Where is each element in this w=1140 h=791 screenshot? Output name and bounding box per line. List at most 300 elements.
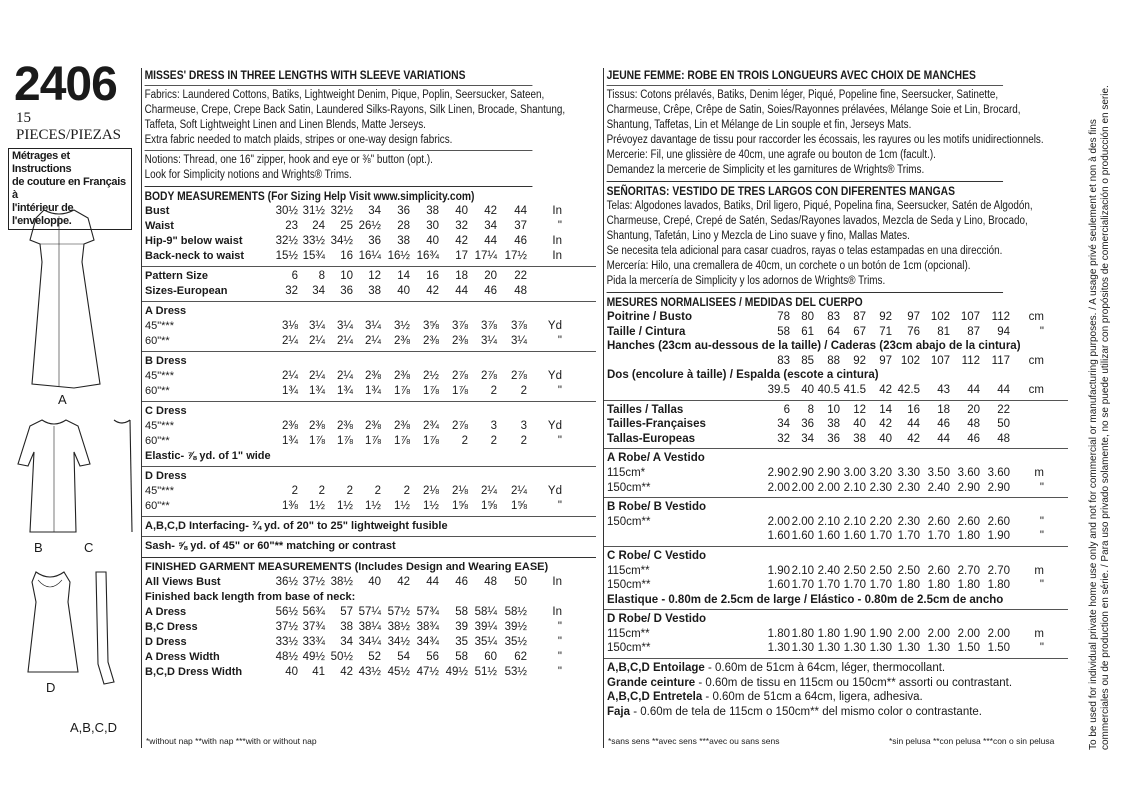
value-cell: 3¼ bbox=[481, 335, 497, 347]
value-cell: 34½ bbox=[330, 235, 353, 247]
value-cell: 2.40 bbox=[927, 481, 950, 494]
value-cell: 1¾ bbox=[282, 435, 298, 447]
value-cell: 2¼ bbox=[337, 335, 353, 347]
es-telas-line: Telas: Algodones lavados, Batiks, Dril ligero, Piqué, Popelina fina, Seersucker, Satén de Algodón, bbox=[606, 200, 1033, 212]
value-cell: 48 bbox=[997, 432, 1010, 445]
value-cell: 2.00 bbox=[957, 627, 980, 640]
value-cell: 32 bbox=[285, 285, 298, 297]
unit-cell: " bbox=[557, 335, 562, 347]
mesure-row bbox=[604, 325, 1068, 340]
value-cell: 48 bbox=[967, 418, 980, 431]
value-cell: 1½ bbox=[365, 500, 381, 512]
value-cell: 92 bbox=[879, 311, 892, 323]
value-cell: 1⅝ bbox=[511, 500, 527, 512]
metrage-line: l'enveloppe. bbox=[12, 215, 72, 227]
value-cell: 60 bbox=[484, 651, 497, 663]
bottom-note bbox=[604, 661, 1068, 676]
value-cell: 78 bbox=[777, 311, 790, 323]
yardage-title: D Dress bbox=[145, 470, 187, 482]
value-cell: 49½ bbox=[302, 651, 325, 663]
value-cell: 1.30 bbox=[927, 642, 950, 655]
value-cell: 102 bbox=[930, 311, 950, 323]
row-label: Back-neck to waist bbox=[145, 250, 245, 262]
value-cell: 41.5 bbox=[843, 383, 866, 396]
bottom-note bbox=[604, 690, 1068, 705]
row-label: Bust bbox=[145, 205, 170, 217]
value-cell: 1½ bbox=[337, 500, 353, 512]
row-label: 45"*** bbox=[145, 485, 174, 497]
finished-row bbox=[142, 635, 596, 650]
value-cell: 112 bbox=[961, 354, 980, 367]
view-sketches bbox=[14, 202, 134, 742]
unit-cell: In bbox=[552, 606, 562, 618]
value-cell: 58 bbox=[777, 325, 790, 338]
value-cell: 3½ bbox=[394, 320, 410, 332]
finished-row bbox=[142, 620, 596, 635]
dress-a-sketch bbox=[30, 210, 100, 388]
unit-cell: m bbox=[1034, 627, 1044, 640]
value-cell: 8 bbox=[318, 270, 325, 282]
unit-cell: " bbox=[557, 435, 562, 447]
value-cell: 34½ bbox=[387, 636, 410, 648]
view-label-c: C bbox=[84, 540, 94, 555]
value-cell: 1⅞ bbox=[452, 385, 468, 397]
value-cell: 2.10 bbox=[817, 515, 840, 528]
value-cell: 50 bbox=[997, 418, 1010, 431]
finished-row bbox=[142, 665, 596, 680]
value-cell: 38¾ bbox=[416, 621, 439, 633]
value-cell: 1.60 bbox=[791, 530, 814, 543]
view-label-abcd: A,B,C,D bbox=[70, 720, 117, 735]
value-cell: 2.90 bbox=[957, 481, 980, 494]
value-cell: 2½ bbox=[423, 370, 439, 382]
unit-cell: " bbox=[1039, 579, 1044, 592]
value-cell: 3.60 bbox=[987, 466, 1010, 479]
row-label: 150cm** bbox=[607, 481, 651, 494]
value-cell: 1.70 bbox=[869, 579, 892, 592]
value-cell: 87 bbox=[967, 325, 980, 338]
value-cell: 2⅞ bbox=[452, 420, 468, 432]
value-cell: 56¾ bbox=[302, 606, 325, 618]
value-cell: 2⅜ bbox=[394, 370, 410, 382]
value-cell: 1⅜ bbox=[282, 500, 298, 512]
metrage-line: de couture en Français à bbox=[12, 176, 126, 201]
hanches-row bbox=[604, 354, 1068, 369]
unit-cell: m bbox=[1034, 466, 1044, 479]
row-label: D Dress bbox=[145, 636, 187, 648]
value-cell: 2¼ bbox=[481, 485, 497, 497]
french-spanish-column bbox=[603, 68, 1068, 748]
unit-cell: " bbox=[557, 636, 562, 648]
en-title: MISSES' DRESS IN THREE LENGTHS WITH SLEEVE VARIATIONS bbox=[144, 68, 466, 82]
value-cell: 14 bbox=[397, 270, 410, 282]
value-cell: 2.10 bbox=[843, 515, 866, 528]
value-cell: 36 bbox=[801, 418, 814, 431]
view-label-a: A bbox=[58, 392, 67, 407]
value-cell: 2.90 bbox=[987, 481, 1010, 494]
row-label: 115cm* bbox=[607, 466, 646, 479]
value-cell: 38 bbox=[827, 418, 840, 431]
value-cell: 3 bbox=[490, 420, 497, 432]
value-cell: 43½ bbox=[358, 666, 381, 678]
value-cell: 3⅞ bbox=[511, 320, 527, 332]
row-label: Sizes-European bbox=[145, 285, 228, 297]
fr-footnote-left: *sans sens **avec sens ***avec ou sans sens bbox=[608, 736, 780, 746]
value-cell: 56½ bbox=[275, 606, 298, 618]
value-cell: 39½ bbox=[504, 621, 527, 633]
value-cell: 61 bbox=[801, 325, 814, 338]
value-cell: 39.5 bbox=[767, 383, 790, 396]
value-cell: 1.80 bbox=[767, 627, 790, 640]
value-cell: 2¾ bbox=[423, 420, 439, 432]
en-notions-line: Look for Simplicity notions and Wrights® Trims. bbox=[144, 169, 352, 181]
metrage-extra: Elastique - 0.80m de 2.5cm de large / Elástico - 0.80m de 2.5cm de ancho bbox=[607, 593, 1004, 606]
fr-title: JEUNE FEMME: ROBE EN TROIS LONGUEURS AVEC CHOIX DE MANCHES bbox=[606, 68, 976, 82]
value-cell: 57¼ bbox=[358, 606, 381, 618]
mesure-row bbox=[604, 310, 1068, 325]
unit-cell: In bbox=[552, 250, 562, 262]
en-notions-line: Notions: Thread, one 16" zipper, hook and eye or ⅜" button (opt.). bbox=[144, 154, 433, 166]
metrage-line: Métrages et Instructions bbox=[12, 150, 72, 175]
unit-cell: " bbox=[1039, 481, 1044, 494]
value-cell: 107 bbox=[930, 354, 950, 367]
en-header-section bbox=[142, 68, 566, 204]
value-cell: 40 bbox=[879, 432, 892, 445]
value-cell: 1.30 bbox=[843, 642, 866, 655]
value-cell: 34 bbox=[312, 285, 325, 297]
finished-row bbox=[142, 650, 596, 665]
value-cell: 2¼ bbox=[511, 485, 527, 497]
value-cell: 83 bbox=[777, 354, 790, 367]
value-cell: 52 bbox=[368, 651, 381, 663]
value-cell: 44 bbox=[997, 383, 1010, 396]
value-cell: 1.80 bbox=[957, 579, 980, 592]
value-cell: 38 bbox=[340, 621, 353, 633]
divider bbox=[142, 466, 596, 467]
value-cell: 2.10 bbox=[791, 564, 814, 577]
value-cell: 2⅜ bbox=[452, 335, 468, 347]
value-cell: 2 bbox=[374, 485, 381, 497]
fr-tissus-line: Mercerie: Fil, une glissière de 40cm, une agrafe ou bouton de 1cm (facult.). bbox=[606, 149, 936, 161]
value-cell: 2.00 bbox=[767, 481, 790, 494]
unit-cell: In bbox=[552, 205, 562, 217]
value-cell: 45½ bbox=[387, 666, 410, 678]
value-cell: 44 bbox=[426, 576, 439, 588]
value-cell: 12 bbox=[853, 403, 866, 416]
value-cell: 2.50 bbox=[869, 564, 892, 577]
value-cell: 22 bbox=[514, 270, 527, 282]
value-cell: 3⅞ bbox=[481, 320, 497, 332]
bottom-note-bold: A,B,C,D Entoilage bbox=[607, 662, 705, 675]
value-cell: 2⅜ bbox=[365, 420, 381, 432]
value-cell: 46 bbox=[484, 285, 497, 297]
value-cell: 1.70 bbox=[843, 579, 866, 592]
value-cell: 3¼ bbox=[365, 320, 381, 332]
value-cell: 23 bbox=[285, 220, 298, 232]
body-row bbox=[142, 219, 596, 234]
size-row bbox=[142, 284, 596, 299]
value-cell: 33¾ bbox=[302, 636, 325, 648]
value-cell: 2 bbox=[291, 485, 298, 497]
row-label: Tailles / Tallas bbox=[607, 403, 684, 416]
value-cell: 17 bbox=[455, 250, 468, 262]
value-cell: 1½ bbox=[309, 500, 325, 512]
value-cell: 34¾ bbox=[416, 636, 439, 648]
value-cell: 2.30 bbox=[897, 515, 920, 528]
value-cell: 3.00 bbox=[843, 466, 866, 479]
bottom-note-bold: A,B,C,D Entretela bbox=[607, 691, 703, 704]
yardage-row bbox=[142, 319, 596, 334]
value-cell: 58¼ bbox=[474, 606, 497, 618]
value-cell: 42 bbox=[426, 285, 439, 297]
taille-row bbox=[604, 403, 1068, 418]
value-cell: 2 bbox=[461, 435, 468, 447]
value-cell: 40 bbox=[801, 383, 814, 396]
value-cell: 38 bbox=[368, 285, 381, 297]
divider bbox=[604, 658, 1068, 659]
divider bbox=[142, 401, 596, 402]
finished-subtitle: Finished back length from base of neck: bbox=[145, 591, 356, 603]
value-cell: 1⅞ bbox=[394, 435, 410, 447]
value-cell: 94 bbox=[997, 325, 1010, 338]
divider bbox=[604, 497, 1068, 498]
row-label: 60"** bbox=[145, 335, 170, 347]
value-cell: 3.20 bbox=[869, 466, 892, 479]
value-cell: 40 bbox=[426, 235, 439, 247]
value-cell: 30½ bbox=[275, 205, 298, 217]
value-cell: 2¼ bbox=[309, 335, 325, 347]
row-label: Pattern Size bbox=[145, 270, 208, 282]
sash-sketch bbox=[96, 572, 114, 684]
value-cell: 58 bbox=[455, 606, 468, 618]
value-cell: 1.50 bbox=[987, 642, 1010, 655]
divider bbox=[142, 301, 596, 302]
value-cell: 33½ bbox=[275, 636, 298, 648]
value-cell: 34 bbox=[340, 636, 353, 648]
value-cell: 1.80 bbox=[791, 627, 814, 640]
value-cell: 44 bbox=[514, 205, 527, 217]
value-cell: 2.60 bbox=[987, 515, 1010, 528]
unit-cell: cm bbox=[1028, 383, 1044, 396]
yardage-extra: Elastic- ⅞ yd. of 1" wide bbox=[145, 450, 271, 462]
yardage-title: A Dress bbox=[145, 305, 187, 317]
unit-cell: Yd bbox=[547, 420, 562, 432]
value-cell: 46 bbox=[455, 576, 468, 588]
value-cell: 2⅞ bbox=[511, 370, 527, 382]
value-cell: 34 bbox=[801, 432, 814, 445]
value-cell: 1.80 bbox=[987, 579, 1010, 592]
value-cell: 38½ bbox=[387, 621, 410, 633]
row-label: B,C,D Dress Width bbox=[145, 666, 243, 678]
value-cell: 1⅞ bbox=[309, 435, 325, 447]
fr-header-section bbox=[604, 68, 1044, 310]
value-cell: 36 bbox=[827, 432, 840, 445]
yardage-row bbox=[142, 384, 596, 399]
value-cell: 97 bbox=[907, 311, 920, 323]
value-cell: 47½ bbox=[416, 666, 439, 678]
dos-row bbox=[604, 383, 1068, 398]
value-cell: 97 bbox=[879, 354, 892, 367]
bottom-note-text: - 0.60m de 51cm à 64cm, léger, thermocollant. bbox=[704, 662, 946, 675]
value-cell: 37¾ bbox=[302, 621, 325, 633]
es-telas-line: Charmeuse, Crepé, Crepé de Satén, Sedas/Rayones lavados, Mezcla de Seda y Lino, Brocado, bbox=[606, 215, 1028, 227]
row-label: Tailles-Françaises bbox=[607, 418, 706, 431]
bottom-note-text: - 0.60m de tela de 115cm o 150cm** del mismo color o contrastante. bbox=[630, 705, 983, 718]
value-cell: 36 bbox=[397, 205, 410, 217]
value-cell: 2¼ bbox=[309, 370, 325, 382]
value-cell: 42.5 bbox=[897, 383, 920, 396]
yardage-row bbox=[142, 369, 596, 384]
side-disclaimer bbox=[1080, 60, 1120, 750]
view-label-d: D bbox=[46, 680, 56, 695]
value-cell: 2 bbox=[490, 435, 497, 447]
dress-line-drawings bbox=[14, 202, 134, 742]
value-cell: 49½ bbox=[445, 666, 468, 678]
row-label: A Dress Width bbox=[145, 651, 220, 663]
en-fabrics-line: Charmeuse, Crepe, Crepe Back Satin, Laundered Silks-Rayons, Silk Linen, Brocade, Shantung, bbox=[144, 104, 566, 116]
unit-cell: In bbox=[552, 235, 562, 247]
value-cell: 37½ bbox=[302, 576, 325, 588]
value-cell: 2 bbox=[490, 385, 497, 397]
value-cell: 17¼ bbox=[474, 250, 497, 262]
divider bbox=[604, 609, 1068, 610]
value-cell: 39 bbox=[455, 621, 468, 633]
value-cell: 39¼ bbox=[474, 621, 497, 633]
unit-cell: " bbox=[1039, 642, 1044, 655]
row-label: 115cm** bbox=[607, 564, 650, 577]
value-cell: 1.60 bbox=[767, 579, 790, 592]
value-cell: 57½ bbox=[387, 606, 410, 618]
divider bbox=[142, 557, 596, 558]
value-cell: 18 bbox=[937, 403, 950, 416]
divider bbox=[142, 351, 596, 352]
value-cell: 2¼ bbox=[282, 335, 298, 347]
row-label: All Views Bust bbox=[145, 576, 221, 588]
fr-tissus-line: Prévoyez davantage de tissu pour raccorder les écossais, les rayures ou les motifs unidirectionnels. bbox=[606, 134, 1044, 146]
value-cell: 22 bbox=[997, 403, 1010, 416]
value-cell: 34 bbox=[368, 205, 381, 217]
value-cell: 112 bbox=[991, 311, 1010, 323]
row-label: 60"** bbox=[145, 385, 170, 397]
value-cell: 20 bbox=[484, 270, 497, 282]
value-cell: 102 bbox=[900, 354, 920, 367]
value-cell: 2.30 bbox=[897, 481, 920, 494]
value-cell: 1⅞ bbox=[365, 435, 381, 447]
es-telas-line: Pida la mercería de Simplicity y los adornos de Wrights® Trims. bbox=[606, 275, 886, 287]
divider bbox=[604, 400, 1068, 401]
value-cell: 3¼ bbox=[309, 320, 325, 332]
value-cell: 107 bbox=[960, 311, 980, 323]
es-telas-line: Mercería: Hilo, una cremallera de 40cm, un corchete o un botón de 1cm (opcional). bbox=[606, 260, 971, 272]
value-cell: 2.60 bbox=[927, 564, 950, 577]
value-cell: 1¾ bbox=[337, 385, 353, 397]
es-telas-line: Shantung, Tafetán, Lino y Mezcla de Lino suave y fino, Mallas Mates. bbox=[606, 230, 910, 242]
fr-footnote-right: *sin pelusa **con pelusa ***con o sin pelusa bbox=[889, 736, 1055, 746]
metrage-title: B Robe/ B Vestido bbox=[607, 501, 707, 514]
es-title: SEÑORITAS: VESTIDO DE TRES LARGOS CON DIFERENTES MANGAS bbox=[606, 184, 956, 198]
side-disclaimer-line: To be used for individual private home use only and not for commercial or manufacturing purposes. / A usage privé seulement et non à des fins bbox=[1088, 119, 1099, 750]
value-cell: 44 bbox=[907, 418, 920, 431]
row-label: 115cm** bbox=[607, 627, 650, 640]
value-cell: 16 bbox=[340, 250, 353, 262]
value-cell: 1½ bbox=[394, 500, 410, 512]
value-cell: 2⅞ bbox=[452, 370, 468, 382]
value-cell: 2⅜ bbox=[423, 335, 439, 347]
taille-row bbox=[604, 432, 1068, 447]
value-cell: 24 bbox=[312, 220, 325, 232]
value-cell: 38¼ bbox=[358, 621, 381, 633]
value-cell: 1.30 bbox=[817, 642, 840, 655]
unit-cell: " bbox=[557, 651, 562, 663]
value-cell: 15¾ bbox=[302, 250, 325, 262]
yardage-title: B Dress bbox=[145, 355, 187, 367]
value-cell: 28 bbox=[397, 220, 410, 232]
unit-cell: cm bbox=[1028, 311, 1044, 323]
row-label: 60"** bbox=[145, 435, 170, 447]
value-cell: 3⅛ bbox=[282, 320, 298, 332]
value-cell: 2⅜ bbox=[309, 420, 325, 432]
unit-cell: Yd bbox=[547, 320, 562, 332]
dos-title: Dos (encolure à taille) / Espalda (escote a cintura) bbox=[607, 369, 879, 382]
value-cell: 1.50 bbox=[957, 642, 980, 655]
value-cell: 2⅜ bbox=[365, 370, 381, 382]
metrage-row bbox=[604, 627, 1068, 642]
finished-row bbox=[142, 605, 596, 620]
unit-cell: In bbox=[552, 576, 562, 588]
value-cell: 2.90 bbox=[791, 466, 814, 479]
value-cell: 2 bbox=[403, 485, 410, 497]
value-cell: 2.00 bbox=[897, 627, 920, 640]
value-cell: 42 bbox=[879, 418, 892, 431]
value-cell: 42 bbox=[340, 666, 353, 678]
divider bbox=[142, 266, 596, 267]
es-telas-line: Se necesita tela adicional para casar cuadros, rayas o telas estampadas en una dirección. bbox=[606, 245, 1003, 257]
metrage-title: C Robe/ C Vestido bbox=[607, 549, 707, 562]
bottom-note-text: - 0.60m de tissu en 115cm ou 150cm** assorti ou contrastant. bbox=[695, 676, 1013, 689]
value-cell: 88 bbox=[827, 354, 840, 367]
metrage-line: l'intérieur de bbox=[12, 202, 74, 214]
body-row bbox=[142, 204, 596, 219]
value-cell: 81 bbox=[937, 325, 950, 338]
value-cell: 37½ bbox=[275, 621, 298, 633]
value-cell: 51½ bbox=[474, 666, 497, 678]
value-cell: 16½ bbox=[387, 250, 410, 262]
value-cell: 1.80 bbox=[897, 579, 920, 592]
value-cell: 48½ bbox=[275, 651, 298, 663]
metrage-title: A Robe/ A Vestido bbox=[607, 452, 705, 465]
value-cell: 2.50 bbox=[843, 564, 866, 577]
value-cell: 16 bbox=[907, 403, 920, 416]
value-cell: 35½ bbox=[504, 636, 527, 648]
value-cell: 42 bbox=[907, 432, 920, 445]
divider bbox=[142, 516, 596, 517]
value-cell: 87 bbox=[853, 311, 866, 323]
value-cell: 44 bbox=[967, 383, 980, 396]
value-cell: 37 bbox=[514, 220, 527, 232]
dress-c-sketch bbox=[114, 420, 132, 532]
unit-cell: m bbox=[1034, 564, 1044, 577]
value-cell: 2.20 bbox=[869, 515, 892, 528]
value-cell: 41 bbox=[312, 666, 325, 678]
value-cell: 2.30 bbox=[869, 481, 892, 494]
value-cell: 2.50 bbox=[897, 564, 920, 577]
value-cell: 2.00 bbox=[767, 515, 790, 528]
value-cell: 15½ bbox=[275, 250, 298, 262]
metrage-row bbox=[604, 529, 1068, 544]
dress-b-sketch bbox=[18, 420, 90, 532]
value-cell: 40 bbox=[368, 576, 381, 588]
row-label: Poitrine / Busto bbox=[607, 311, 692, 323]
